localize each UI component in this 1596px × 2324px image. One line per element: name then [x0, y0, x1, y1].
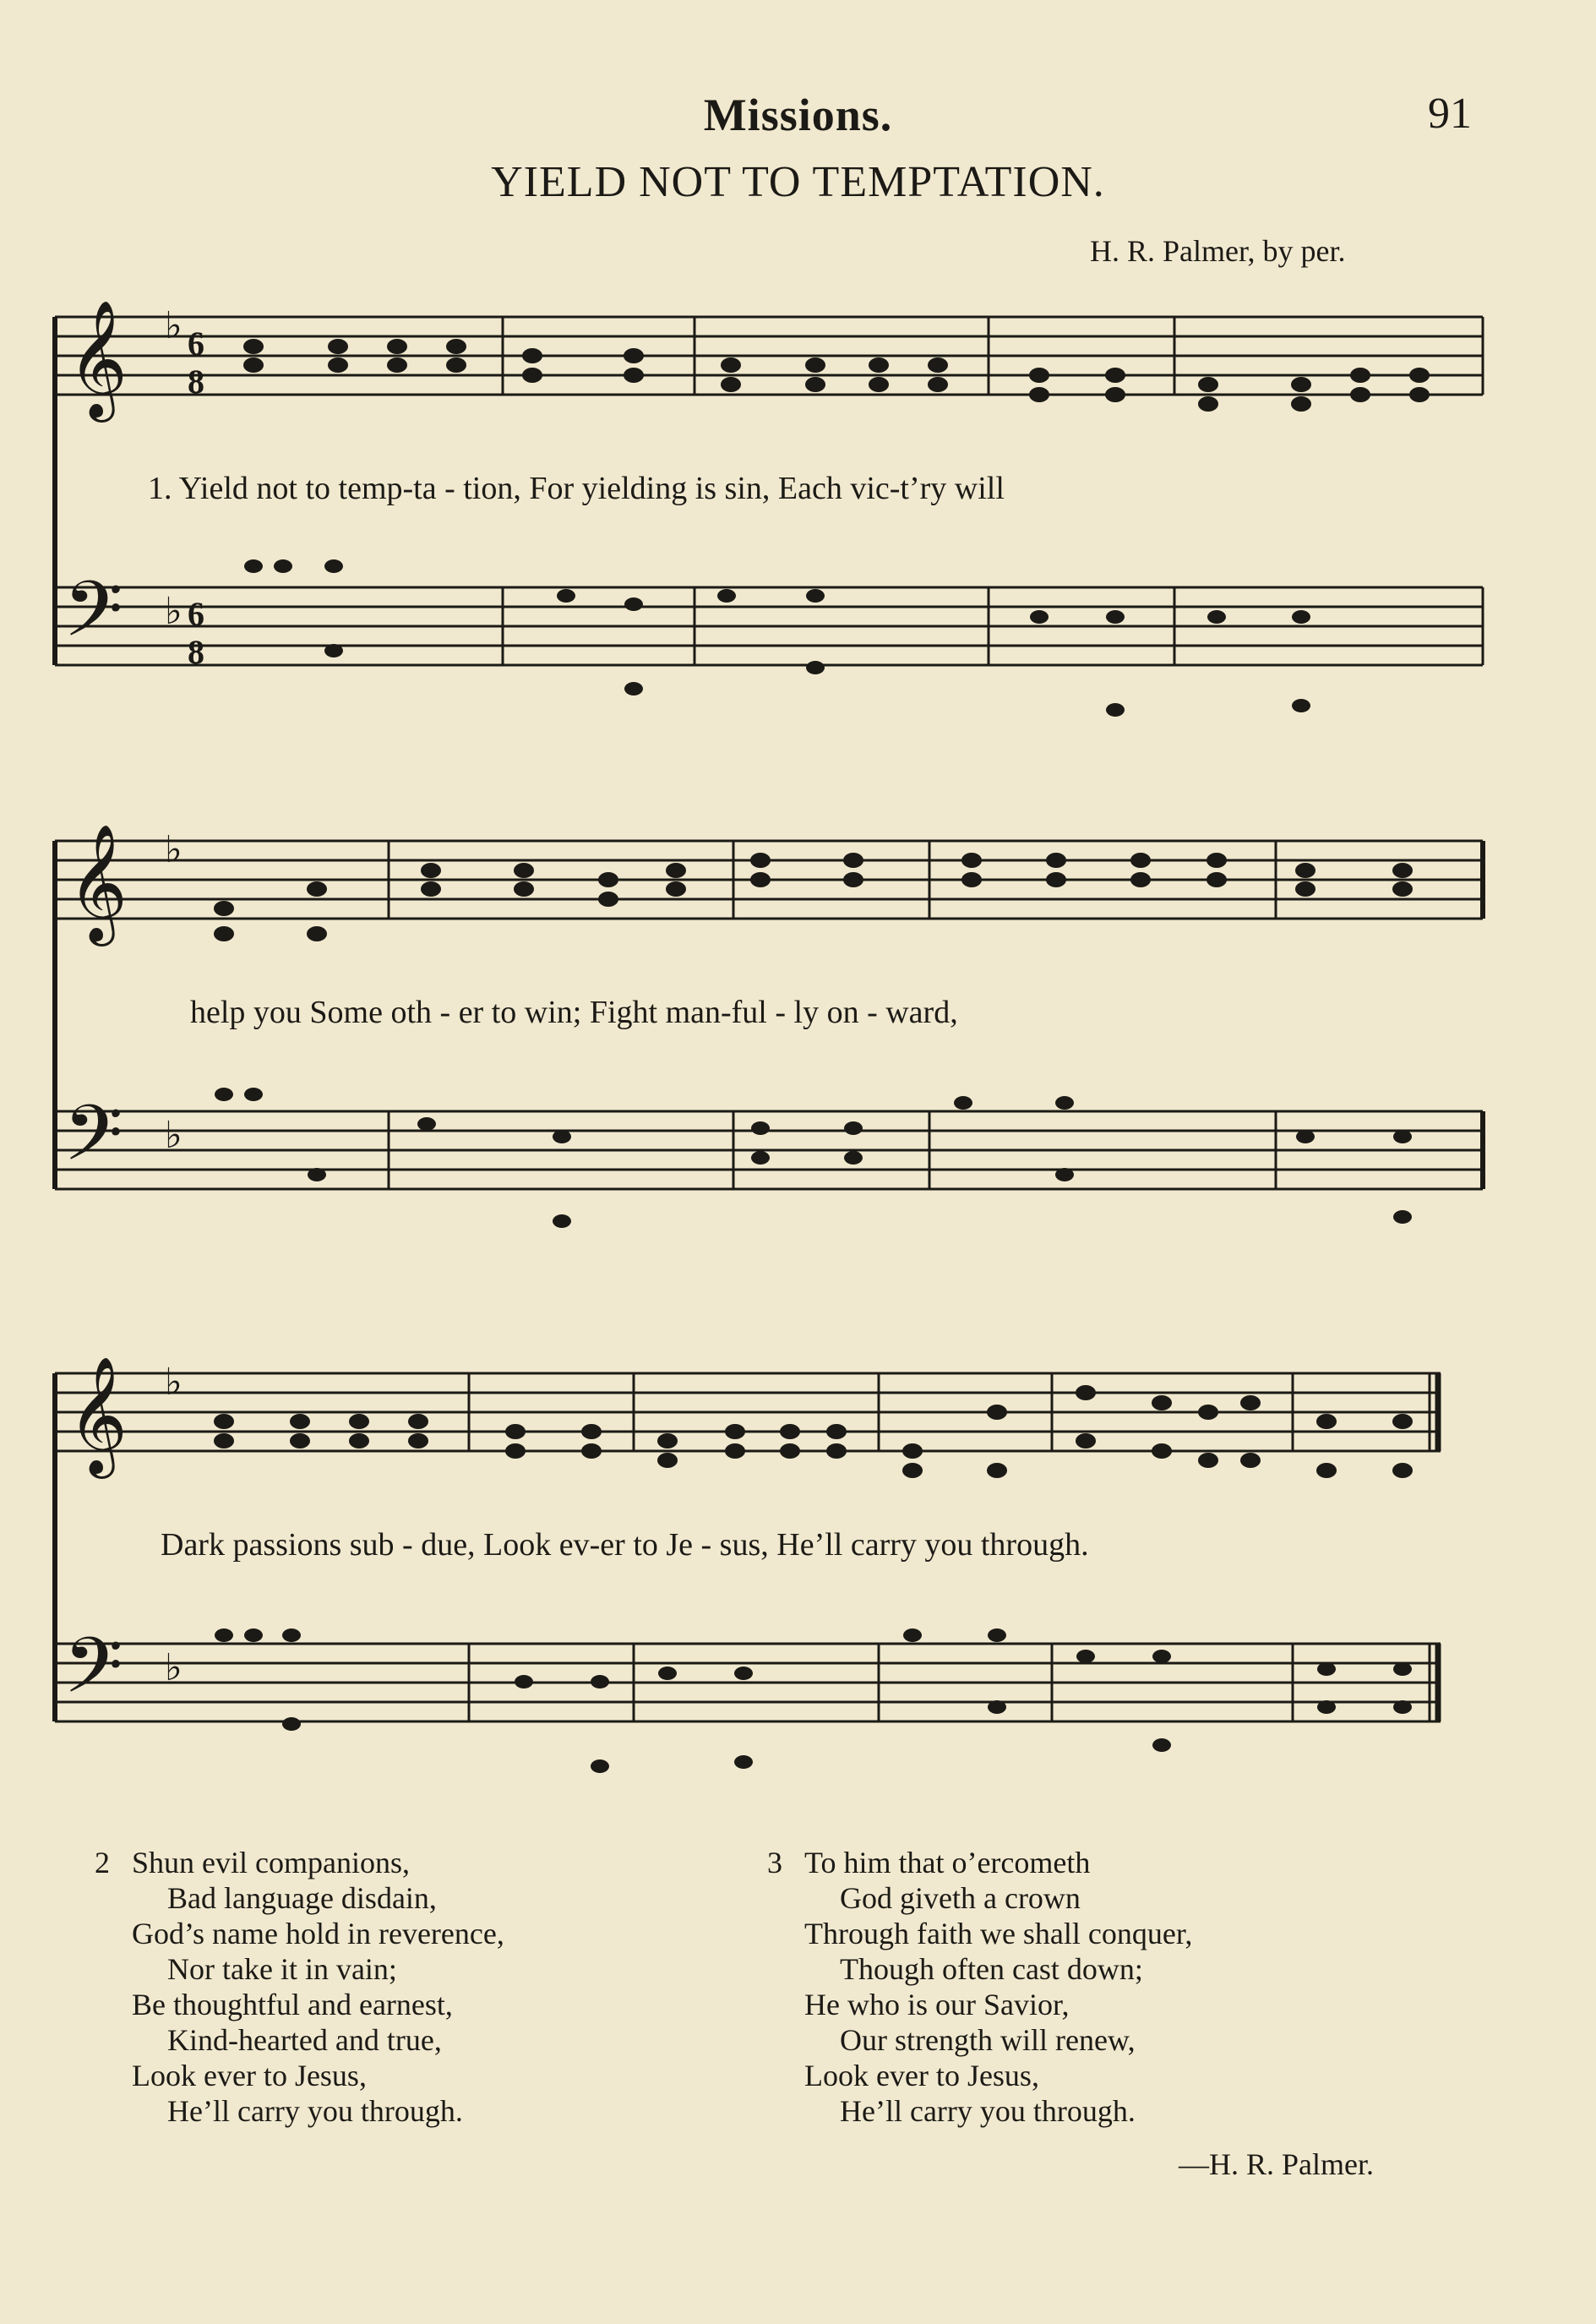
verse-line: God giveth a crown: [840, 1881, 1081, 1915]
verse-3-number: 3: [767, 1846, 782, 1879]
hymn-title: YIELD NOT TO TEMPTATION.: [491, 158, 1105, 206]
svg-text:𝄢: 𝄢: [63, 1088, 123, 1197]
svg-text:𝄢: 𝄢: [63, 1621, 123, 1729]
svg-text:♭: ♭: [165, 1115, 182, 1156]
svg-text:8: 8: [188, 363, 204, 401]
svg-text:♭: ♭: [165, 1647, 182, 1688]
svg-text:6: 6: [188, 595, 204, 633]
verse-line: He’ll carry you through.: [840, 2094, 1136, 2128]
svg-text:𝄞: 𝄞: [68, 300, 128, 417]
verse-2: [132, 1845, 504, 2129]
verse-line: Through faith we shall conquer,: [804, 1917, 1193, 1950]
svg-text:♭: ♭: [165, 829, 182, 870]
verse-line: Look ever to Jesus,: [804, 2059, 1039, 2092]
verse-line: Nor take it in vain;: [167, 1952, 397, 1986]
verse-line: Look ever to Jesus,: [132, 2059, 367, 2092]
verse-line: Though often cast down;: [840, 1952, 1143, 1986]
verse-line: Our strength will renew,: [840, 2023, 1136, 2057]
svg-text:𝄞: 𝄞: [68, 1356, 128, 1474]
verse-line: Shun evil companions,: [132, 1846, 410, 1879]
svg-text:♭: ♭: [165, 1361, 182, 1403]
author-attribution: —H. R. Palmer.: [1179, 2147, 1374, 2181]
svg-text:♭: ♭: [165, 305, 182, 346]
lyrics-line-3: Dark passions sub - due, Look ev-er to Je - sus, He’ll carry you through.: [161, 1527, 1089, 1563]
svg-text:♭: ♭: [165, 591, 182, 632]
svg-text:𝄢: 𝄢: [63, 565, 123, 673]
composer-credit: H. R. Palmer, by per.: [1090, 234, 1346, 268]
verse-2-number: 2: [95, 1846, 110, 1879]
svg-text:6: 6: [188, 325, 204, 363]
verse-line: Be thoughtful and earnest,: [132, 1988, 453, 2021]
page-number: 91: [1428, 90, 1472, 138]
svg-text:8: 8: [188, 633, 204, 671]
verse-line: To him that o’ercometh: [804, 1846, 1091, 1879]
verse-line: Kind-hearted and true,: [167, 2023, 442, 2057]
svg-text:𝄞: 𝄞: [68, 824, 128, 941]
verse-3: [804, 1845, 1192, 2129]
verse-line: Bad language disdain,: [167, 1881, 437, 1915]
verse-line: He who is our Savior,: [804, 1988, 1070, 2021]
verse-line: God’s name hold in reverence,: [132, 1917, 504, 1950]
verse-line: He’ll carry you through.: [167, 2094, 463, 2128]
lyrics-line-2: help you Some oth - er to win; Fight man-ful - ly on - ward,: [190, 995, 958, 1030]
section-title: Missions.: [703, 90, 893, 140]
lyrics-line-1: 1. Yield not to temp-ta - tion, For yielding is sin, Each vic-t’ry will: [148, 471, 1005, 506]
